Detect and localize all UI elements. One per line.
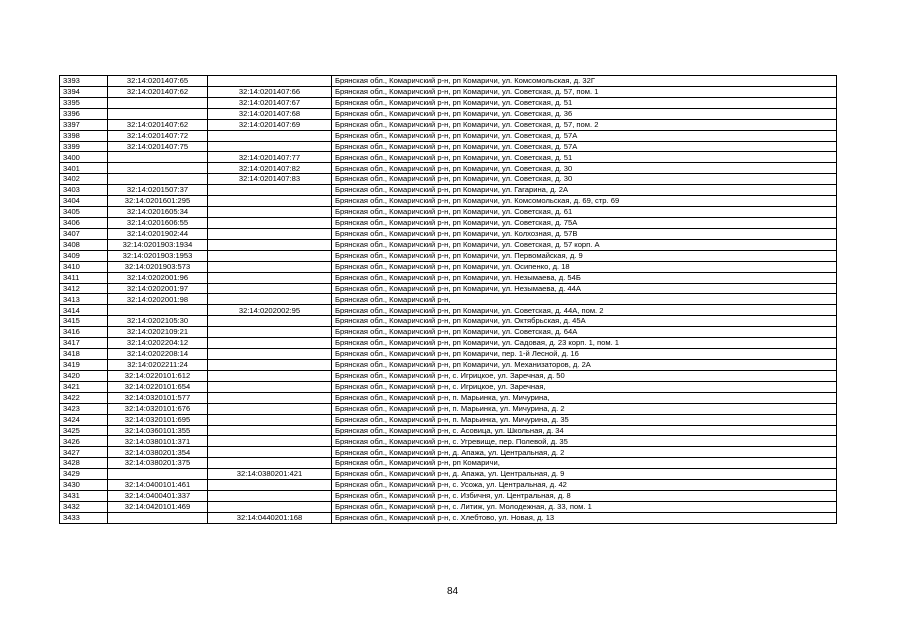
table-row bbox=[60, 436, 837, 447]
new-cadastral-number-cell bbox=[208, 447, 332, 458]
cadastral-number-cell: 32:14:0201606:55 bbox=[108, 217, 208, 228]
row-number-cell: 3404 bbox=[60, 196, 108, 207]
cadastral-number-cell: 32:14:0202001:98 bbox=[108, 294, 208, 305]
cadastral-number-cell: 32:14:0201605:34 bbox=[108, 207, 208, 218]
cadastral-number-cell: 32:14:0201902:44 bbox=[108, 228, 208, 239]
new-cadastral-number-cell: 32:14:0202002:95 bbox=[208, 305, 332, 316]
table-row bbox=[60, 469, 837, 480]
row-number-cell: 3395 bbox=[60, 97, 108, 108]
cadastral-number-cell: 32:14:0400101:461 bbox=[108, 480, 208, 491]
address-cell: Брянская обл., Комаричский р-н, рп Комаричи, ул. Советская, д. 57, пом. 2 bbox=[332, 119, 837, 130]
table-row bbox=[60, 163, 837, 174]
row-number-cell: 3414 bbox=[60, 305, 108, 316]
row-number-cell: 3418 bbox=[60, 349, 108, 360]
row-number-cell: 3428 bbox=[60, 458, 108, 469]
row-number-cell: 3431 bbox=[60, 491, 108, 502]
cadastral-number-cell: 32:14:0380201:354 bbox=[108, 447, 208, 458]
new-cadastral-number-cell bbox=[208, 370, 332, 381]
cadastral-number-cell: 32:14:0220101:612 bbox=[108, 370, 208, 381]
row-number-cell: 3394 bbox=[60, 86, 108, 97]
address-cell: Брянская обл., Комаричский р-н, рп Комаричи, ул. Советская, д. 44А, пом. 2 bbox=[332, 305, 837, 316]
cadastral-number-cell: 32:14:0201903:1953 bbox=[108, 250, 208, 261]
row-number-cell: 3427 bbox=[60, 447, 108, 458]
new-cadastral-number-cell bbox=[208, 349, 332, 360]
address-cell: Брянская обл., Комаричский р-н, с. Хлебтово, ул. Новая, д. 13 bbox=[332, 512, 837, 523]
address-cell: Брянская обл., Комаричский р-н, рп Комаричи, ул. Советская, д. 61 bbox=[332, 207, 837, 218]
table-row bbox=[60, 250, 837, 261]
table-row bbox=[60, 185, 837, 196]
cadastral-number-cell: 32:14:0380201:375 bbox=[108, 458, 208, 469]
new-cadastral-number-cell bbox=[208, 425, 332, 436]
table-row bbox=[60, 130, 837, 141]
address-cell: Брянская обл., Комаричский р-н, рп Комаричи, ул. Незымаева, д. 54Б bbox=[332, 272, 837, 283]
cadastral-number-cell: 32:14:0201407:75 bbox=[108, 141, 208, 152]
table-row bbox=[60, 86, 837, 97]
address-cell: Брянская обл., Комаричский р-н, рп Комаричи, ул. Советская, д. 75А bbox=[332, 217, 837, 228]
row-number-cell: 3400 bbox=[60, 152, 108, 163]
address-cell: Брянская обл., Комаричский р-н, п. Марьинка, ул. Мичурина, д. 2 bbox=[332, 403, 837, 414]
row-number-cell: 3419 bbox=[60, 359, 108, 370]
row-number-cell: 3433 bbox=[60, 512, 108, 523]
address-cell: Брянская обл., Комаричский р-н, рп Комаричи, ул. Советская, д. 57, пом. 1 bbox=[332, 86, 837, 97]
new-cadastral-number-cell bbox=[208, 480, 332, 491]
address-cell: Брянская обл., Комаричский р-н, с. Литиж, ул. Молодежная, д. 33, пом. 1 bbox=[332, 501, 837, 512]
cadastral-number-cell: 32:14:0201507:37 bbox=[108, 185, 208, 196]
address-cell: Брянская обл., Комаричский р-н, рп Комаричи, ул. Комсомольская, д. 32Г bbox=[332, 76, 837, 87]
cadastral-number-cell bbox=[108, 108, 208, 119]
address-cell: Брянская обл., Комаричский р-н, д. Апажа, ул. Центральная, д. 9 bbox=[332, 469, 837, 480]
cadastral-number-cell: 32:14:0202109:21 bbox=[108, 327, 208, 338]
row-number-cell: 3397 bbox=[60, 119, 108, 130]
row-number-cell: 3406 bbox=[60, 217, 108, 228]
address-cell: Брянская обл., Комаричский р-н, рп Комаричи, ул. Советская, д. 30 bbox=[332, 174, 837, 185]
new-cadastral-number-cell bbox=[208, 392, 332, 403]
cadastral-number-cell: 32:14:0201601:295 bbox=[108, 196, 208, 207]
new-cadastral-number-cell: 32:14:0201407:83 bbox=[208, 174, 332, 185]
cadastral-number-cell: 32:14:0420101:469 bbox=[108, 501, 208, 512]
address-cell: Брянская обл., Комаричский р-н, рп Комаричи, ул. Комсомольская, д. 69, стр. 69 bbox=[332, 196, 837, 207]
row-number-cell: 3421 bbox=[60, 381, 108, 392]
new-cadastral-number-cell bbox=[208, 338, 332, 349]
table-row bbox=[60, 294, 837, 305]
row-number-cell: 3411 bbox=[60, 272, 108, 283]
table-row bbox=[60, 239, 837, 250]
cadastral-number-cell: 32:14:0202208:14 bbox=[108, 349, 208, 360]
row-number-cell: 3423 bbox=[60, 403, 108, 414]
new-cadastral-number-cell bbox=[208, 239, 332, 250]
table-row bbox=[60, 392, 837, 403]
address-cell: Брянская обл., Комаричский р-н, рп Комаричи, ул. Садовая, д. 23 корп. 1, пом. 1 bbox=[332, 338, 837, 349]
cadastral-number-cell: 32:14:0320101:676 bbox=[108, 403, 208, 414]
address-cell: Брянская обл., Комаричский р-н, рп Комаричи, ул. Советская, д. 57А bbox=[332, 130, 837, 141]
table-row bbox=[60, 196, 837, 207]
address-cell: Брянская обл., Комаричский р-н, рп Комаричи, bbox=[332, 458, 837, 469]
row-number-cell: 3403 bbox=[60, 185, 108, 196]
address-cell: Брянская обл., Комаричский р-н, рп Комаричи, ул. Советская, д. 64А bbox=[332, 327, 837, 338]
row-number-cell: 3408 bbox=[60, 239, 108, 250]
new-cadastral-number-cell: 32:14:0201407:68 bbox=[208, 108, 332, 119]
table-row bbox=[60, 414, 837, 425]
new-cadastral-number-cell bbox=[208, 458, 332, 469]
row-number-cell: 3393 bbox=[60, 76, 108, 87]
cadastral-number-cell bbox=[108, 512, 208, 523]
table-row bbox=[60, 141, 837, 152]
table-row bbox=[60, 316, 837, 327]
cadastral-number-cell: 32:14:0400401:337 bbox=[108, 491, 208, 502]
address-cell: Брянская обл., Комаричский р-н, рп Комаричи, ул. Советская, д. 51 bbox=[332, 152, 837, 163]
cadastral-number-cell: 32:14:0201903:573 bbox=[108, 261, 208, 272]
table-row bbox=[60, 480, 837, 491]
table-row bbox=[60, 305, 837, 316]
new-cadastral-number-cell bbox=[208, 250, 332, 261]
row-number-cell: 3426 bbox=[60, 436, 108, 447]
table-row bbox=[60, 425, 837, 436]
cadastral-number-cell: 32:14:0360101:355 bbox=[108, 425, 208, 436]
cadastral-number-cell: 32:14:0320101:695 bbox=[108, 414, 208, 425]
address-cell: Брянская обл., Комаричский р-н, с. Игрицкое, ул. Заречная, д. 50 bbox=[332, 370, 837, 381]
table-row bbox=[60, 152, 837, 163]
address-cell: Брянская обл., Комаричский р-н, п. Марьинка, ул. Мичурина, bbox=[332, 392, 837, 403]
table-row bbox=[60, 272, 837, 283]
new-cadastral-number-cell bbox=[208, 359, 332, 370]
address-cell: Брянская обл., Комаричский р-н, рп Комаричи, ул. Советская, д. 36 bbox=[332, 108, 837, 119]
table-row bbox=[60, 359, 837, 370]
new-cadastral-number-cell bbox=[208, 196, 332, 207]
cadastral-number-cell: 32:14:0320101:577 bbox=[108, 392, 208, 403]
address-cell: Брянская обл., Комаричский р-н, с. Угревище, пер. Полевой, д. 35 bbox=[332, 436, 837, 447]
row-number-cell: 3409 bbox=[60, 250, 108, 261]
cadastral-number-cell bbox=[108, 152, 208, 163]
new-cadastral-number-cell bbox=[208, 130, 332, 141]
table-row bbox=[60, 228, 837, 239]
table-row bbox=[60, 491, 837, 502]
cadastral-number-cell: 32:14:0220101:654 bbox=[108, 381, 208, 392]
new-cadastral-number-cell bbox=[208, 436, 332, 447]
new-cadastral-number-cell bbox=[208, 185, 332, 196]
table-row bbox=[60, 119, 837, 130]
new-cadastral-number-cell bbox=[208, 491, 332, 502]
address-cell: Брянская обл., Комаричский р-н, рп Комаричи, пер. 1-й Лесной, д. 16 bbox=[332, 349, 837, 360]
cadastral-number-cell bbox=[108, 305, 208, 316]
table-row bbox=[60, 381, 837, 392]
new-cadastral-number-cell: 32:14:0201407:77 bbox=[208, 152, 332, 163]
row-number-cell: 3413 bbox=[60, 294, 108, 305]
row-number-cell: 3402 bbox=[60, 174, 108, 185]
cadastral-number-cell: 32:14:0202105:30 bbox=[108, 316, 208, 327]
table-row bbox=[60, 217, 837, 228]
address-cell: Брянская обл., Комаричский р-н, рп Комаричи, ул. Осипенко, д. 18 bbox=[332, 261, 837, 272]
new-cadastral-number-cell bbox=[208, 272, 332, 283]
page-number: 84 bbox=[446, 586, 459, 597]
new-cadastral-number-cell: 32:14:0201407:66 bbox=[208, 86, 332, 97]
row-number-cell: 3401 bbox=[60, 163, 108, 174]
address-cell: Брянская обл., Комаричский р-н, рп Комаричи, ул. Октябрьская, д. 45А bbox=[332, 316, 837, 327]
row-number-cell: 3415 bbox=[60, 316, 108, 327]
address-cell: Брянская обл., Комаричский р-н, с. Избичня, ул. Центральная, д. 8 bbox=[332, 491, 837, 502]
new-cadastral-number-cell: 32:14:0440201:168 bbox=[208, 512, 332, 523]
new-cadastral-number-cell bbox=[208, 381, 332, 392]
row-number-cell: 3424 bbox=[60, 414, 108, 425]
address-cell: Брянская обл., Комаричский р-н, рп Комаричи, ул. Советская, д. 30 bbox=[332, 163, 837, 174]
new-cadastral-number-cell bbox=[208, 207, 332, 218]
row-number-cell: 3429 bbox=[60, 469, 108, 480]
new-cadastral-number-cell bbox=[208, 261, 332, 272]
table-row bbox=[60, 370, 837, 381]
new-cadastral-number-cell bbox=[208, 217, 332, 228]
new-cadastral-number-cell bbox=[208, 294, 332, 305]
row-number-cell: 3410 bbox=[60, 261, 108, 272]
table-row bbox=[60, 97, 837, 108]
cadastral-number-cell: 32:14:0201407:72 bbox=[108, 130, 208, 141]
table-row bbox=[60, 338, 837, 349]
cadastral-number-cell: 32:14:0202001:97 bbox=[108, 283, 208, 294]
address-cell: Брянская обл., Комаричский р-н, рп Комаричи, ул. Советская, д. 51 bbox=[332, 97, 837, 108]
cadastral-number-cell bbox=[108, 174, 208, 185]
row-number-cell: 3430 bbox=[60, 480, 108, 491]
row-number-cell: 3417 bbox=[60, 338, 108, 349]
table-row bbox=[60, 76, 837, 87]
table-row bbox=[60, 283, 837, 294]
new-cadastral-number-cell bbox=[208, 327, 332, 338]
cadastral-number-cell bbox=[108, 97, 208, 108]
address-cell: Брянская обл., Комаричский р-н, с. Асовица, ул. Школьная, д. 34 bbox=[332, 425, 837, 436]
address-cell: Брянская обл., Комаричский р-н, рп Комаричи, ул. Колхозная, д. 57В bbox=[332, 228, 837, 239]
address-cell: Брянская обл., Комаричский р-н, п. Марьинка, ул. Мичурина, д. 35 bbox=[332, 414, 837, 425]
table-row bbox=[60, 512, 837, 523]
row-number-cell: 3416 bbox=[60, 327, 108, 338]
row-number-cell: 3412 bbox=[60, 283, 108, 294]
row-number-cell: 3420 bbox=[60, 370, 108, 381]
row-number-cell: 3425 bbox=[60, 425, 108, 436]
address-cell: Брянская обл., Комаричский р-н, рп Комаричи, ул. Советская, д. 57 корп. А bbox=[332, 239, 837, 250]
row-number-cell: 3405 bbox=[60, 207, 108, 218]
new-cadastral-number-cell bbox=[208, 316, 332, 327]
table-row bbox=[60, 327, 837, 338]
cadastral-number-cell: 32:14:0380101:371 bbox=[108, 436, 208, 447]
cadastral-number-cell bbox=[108, 469, 208, 480]
address-cell: Брянская обл., Комаричский р-н, рп Комаричи, ул. Механизаторов, д. 2А bbox=[332, 359, 837, 370]
cadastral-number-cell: 32:14:0201407:62 bbox=[108, 86, 208, 97]
cadastral-number-cell: 32:14:0201903:1934 bbox=[108, 239, 208, 250]
cadastral-number-cell: 32:14:0201407:62 bbox=[108, 119, 208, 130]
new-cadastral-number-cell bbox=[208, 141, 332, 152]
address-cell: Брянская обл., Комаричский р-н, bbox=[332, 294, 837, 305]
new-cadastral-number-cell: 32:14:0201407:82 bbox=[208, 163, 332, 174]
table-row bbox=[60, 207, 837, 218]
new-cadastral-number-cell bbox=[208, 414, 332, 425]
address-cell: Брянская обл., Комаричский р-н, рп Комаричи, ул. Гагарина, д. 2А bbox=[332, 185, 837, 196]
cadastral-number-cell: 32:14:0202211:24 bbox=[108, 359, 208, 370]
new-cadastral-number-cell: 32:14:0201407:67 bbox=[208, 97, 332, 108]
row-number-cell: 3432 bbox=[60, 501, 108, 512]
row-number-cell: 3422 bbox=[60, 392, 108, 403]
table-row bbox=[60, 108, 837, 119]
cadastral-number-cell: 32:14:0202204:12 bbox=[108, 338, 208, 349]
address-cell: Брянская обл., Комаричский р-н, д. Апажа, ул. Центральная, д. 2 bbox=[332, 447, 837, 458]
new-cadastral-number-cell bbox=[208, 283, 332, 294]
table-row bbox=[60, 261, 837, 272]
registry-table bbox=[59, 75, 837, 524]
row-number-cell: 3399 bbox=[60, 141, 108, 152]
cadastral-number-cell: 32:14:0202001:96 bbox=[108, 272, 208, 283]
table-row bbox=[60, 349, 837, 360]
address-cell: Брянская обл., Комаричский р-н, рп Комаричи, ул. Первомайская, д. 9 bbox=[332, 250, 837, 261]
table-row bbox=[60, 403, 837, 414]
table-row bbox=[60, 174, 837, 185]
new-cadastral-number-cell bbox=[208, 228, 332, 239]
row-number-cell: 3398 bbox=[60, 130, 108, 141]
table-row bbox=[60, 447, 837, 458]
new-cadastral-number-cell: 32:14:0201407:69 bbox=[208, 119, 332, 130]
row-number-cell: 3407 bbox=[60, 228, 108, 239]
row-number-cell: 3396 bbox=[60, 108, 108, 119]
address-cell: Брянская обл., Комаричский р-н, с. Усожа, ул. Центральная, д. 42 bbox=[332, 480, 837, 491]
new-cadastral-number-cell bbox=[208, 501, 332, 512]
cadastral-number-cell bbox=[108, 163, 208, 174]
registry-table-body bbox=[60, 76, 837, 524]
address-cell: Брянская обл., Комаричский р-н, рп Комаричи, ул. Советская, д. 57А bbox=[332, 141, 837, 152]
address-cell: Брянская обл., Комаричский р-н, с. Игрицкое, ул. Заречная, bbox=[332, 381, 837, 392]
table-row bbox=[60, 458, 837, 469]
new-cadastral-number-cell: 32:14:0380201:421 bbox=[208, 469, 332, 480]
table-row bbox=[60, 501, 837, 512]
new-cadastral-number-cell bbox=[208, 403, 332, 414]
cadastral-number-cell: 32:14:0201407:65 bbox=[108, 76, 208, 87]
address-cell: Брянская обл., Комаричский р-н, рп Комаричи, ул. Незымаева, д. 44А bbox=[332, 283, 837, 294]
new-cadastral-number-cell bbox=[208, 76, 332, 87]
